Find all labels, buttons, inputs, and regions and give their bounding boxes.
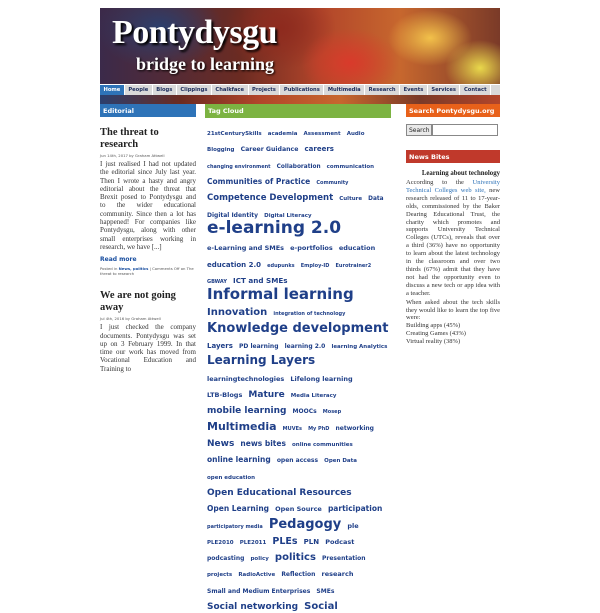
nav-item-services[interactable]: Services [428, 85, 461, 96]
tag-link[interactable]: SMEs [316, 587, 335, 595]
tag-link[interactable]: News [207, 438, 235, 449]
tag-link[interactable]: PLE2010 [207, 539, 234, 546]
tag-link[interactable]: news bites [240, 438, 286, 448]
sidebar-right [406, 104, 500, 346]
tag-link[interactable]: projects [207, 572, 233, 579]
nav-item-chalkface[interactable]: Chalkface [212, 85, 249, 96]
tag-link[interactable]: PLN [303, 537, 320, 546]
tag-link[interactable]: online communities [292, 441, 353, 448]
nav-item-multimedia[interactable]: Multimedia [324, 85, 365, 96]
tag-link[interactable]: learning Analytics [331, 344, 388, 351]
search-form [406, 124, 500, 136]
tag-link[interactable]: Learning Layers [207, 353, 316, 368]
tag-link[interactable]: Pedagogy [268, 516, 342, 532]
tag-link[interactable]: Mature [248, 390, 285, 401]
tag-link[interactable]: e-learning 2.0 [207, 217, 342, 238]
tag-link[interactable]: Podcast [325, 537, 355, 546]
tag-link[interactable]: careers [304, 145, 334, 154]
tag-link[interactable]: education [338, 244, 376, 253]
site-title: Pontydysgu [112, 14, 278, 51]
tag-link[interactable]: 21stCenturySkills [207, 131, 262, 137]
post-categories-link[interactable]: News, politics [118, 266, 149, 272]
tag-link[interactable]: RadioActive [238, 572, 276, 579]
post [100, 127, 196, 276]
list-item: Building apps (45%) [406, 322, 461, 330]
news-bites-heading: News Bites [406, 150, 500, 163]
nav-item-publications[interactable]: Publications [280, 85, 324, 96]
tag-link[interactable]: PLE2011 [239, 539, 267, 546]
tag-link[interactable]: Open Source [275, 505, 322, 514]
tag-link[interactable]: Layers [207, 342, 233, 351]
search-input[interactable] [432, 124, 498, 136]
nav-item-blogs[interactable]: Blogs [153, 85, 177, 96]
tag-link[interactable]: e-portfolios [290, 244, 333, 253]
tag-link[interactable]: Digital Literacy [264, 212, 312, 219]
read-more-link[interactable]: Read more [100, 256, 137, 264]
news-item-followup: When asked about the tech skills they would like to learn the top five were: [406, 298, 500, 322]
post-meta: Jul 4th, 2016 by Graham Attwell [100, 316, 161, 322]
tag-link[interactable]: Data [368, 196, 384, 203]
tag-link[interactable]: participatory media [207, 523, 263, 530]
tag-link[interactable]: Reflection [281, 571, 316, 579]
tag-link[interactable]: Collaboration [276, 163, 321, 170]
tag-link[interactable]: e-Learning and SMEs [207, 244, 285, 253]
nav-item-events[interactable]: Events [400, 85, 428, 96]
nav-item-people[interactable]: People [125, 85, 153, 96]
post-footer-suffix: | Comments Off on The threat to research [100, 266, 194, 277]
news-body-intro: According to the [406, 179, 464, 186]
tag-link[interactable]: GBWAY [207, 278, 227, 285]
tag-link[interactable]: Competence Development [207, 193, 334, 204]
tag-link[interactable]: integration of technology [273, 311, 346, 318]
post-footer-prefix: Posted in [100, 266, 118, 272]
tag-link[interactable]: learning 2.0 [284, 343, 326, 351]
tag-link[interactable]: changing environment [207, 163, 271, 170]
tag-link[interactable]: Social networking [207, 602, 299, 613]
tag-link[interactable]: Multimedia [207, 419, 277, 433]
decorative-stripe [100, 95, 500, 104]
site-banner[interactable] [100, 8, 500, 84]
news-item-body [406, 179, 500, 298]
tag-link[interactable]: PD learning [239, 343, 279, 351]
tag-link[interactable]: communication [326, 163, 375, 170]
tag-link[interactable]: online learning [207, 455, 271, 465]
nav-item-clippings[interactable]: Clippings [177, 85, 212, 96]
post [100, 290, 196, 373]
tag-link[interactable]: MOOCs [292, 408, 317, 416]
tag-link[interactable]: open access [276, 457, 319, 465]
news-item-title[interactable]: Learning about technology [421, 170, 500, 177]
tag-link[interactable]: Blogging [207, 147, 235, 154]
list-item: Creating Games (43%) [406, 330, 466, 338]
tag-link[interactable]: Assessment [303, 131, 341, 137]
tag-link[interactable]: Mosep [322, 409, 342, 416]
tag-link[interactable]: Open Educational Resources [207, 487, 352, 498]
tag-link[interactable]: Small and Medium Enterprises [207, 587, 311, 595]
post-title[interactable]: We are not going away [100, 290, 176, 314]
tag-link[interactable]: edupunks [267, 262, 295, 269]
tag-link[interactable]: Innovation [207, 307, 268, 319]
news-body-main: new research released of 11 to 17-year-olds, commissioned by the Baker Dearing Educational Trust, the charity which promotes and supports University Technical Colleges (UTCs), reveals that over a third (36%) have no opportunity to learn about the latest technology in the classroom and over two thirds (67%) admit that they have not had the opportunity even to discuss a new tech or app idea with a teacher. [406, 186, 500, 297]
tag-link[interactable]: MUVEs [282, 425, 302, 432]
tag-link[interactable]: Employ-ID [300, 262, 330, 269]
post-title[interactable]: The threat to research [100, 127, 159, 150]
nav-item-projects[interactable]: Projects [249, 85, 281, 96]
tag-link[interactable]: Open Data [324, 458, 357, 465]
tag-link[interactable]: Presentation [322, 555, 366, 563]
site-subtitle: bridge to learning [136, 54, 274, 74]
post-footer [100, 266, 196, 276]
tag-link[interactable]: Communities of Practice [207, 176, 311, 186]
tag-link[interactable]: education 2.0 [207, 260, 261, 269]
list-item: Virtual reality (38%) [406, 338, 461, 346]
tag-cloud-column [205, 104, 391, 612]
tag-link[interactable]: academia [267, 131, 298, 137]
tag-link[interactable]: Lifelong learning [290, 374, 353, 383]
tag-link[interactable]: research [321, 570, 354, 579]
editorial-heading: Editorial [100, 104, 196, 117]
tag-link[interactable]: LTB-Blogs [207, 391, 243, 400]
nav-item-contact[interactable]: Contact [460, 85, 491, 96]
tag-link[interactable]: Informal learning [207, 285, 354, 304]
tag-link[interactable]: networking [335, 424, 374, 432]
tag-link[interactable]: ICT and SMEs [233, 275, 288, 285]
tag-link[interactable]: Community [316, 179, 349, 186]
tag-link[interactable]: Culture [339, 196, 363, 203]
news-skills-list [406, 322, 500, 346]
tag-link[interactable]: policy [250, 556, 269, 563]
tag-link[interactable]: open education [207, 474, 256, 481]
tag-link[interactable]: Digital Identity [207, 211, 259, 219]
nav-item-research[interactable]: Research [365, 85, 400, 96]
tag-link[interactable]: Open Learning [207, 504, 270, 514]
post-excerpt: I just checked the company documents. Pontydysgu was set up on 3 February 1999. In that time our work has moved from Vocational Education and Training to [100, 323, 196, 373]
tag-link[interactable]: participation [327, 504, 383, 514]
post-excerpt: I just realised I had not updated the editorial since July last year. Then I wrote a hasty and angry editorial about the threat that Brexit posed to Pontydysgu and to the wider educational community. Since then a lot has happened! For companies like Pontydysgu, along with other small enterprises working in research, we have [...] [100, 160, 196, 251]
tag-cloud-heading: Tag Cloud [205, 104, 391, 118]
tag-link[interactable]: Career Guidance [240, 146, 299, 154]
tag-link[interactable]: politics [274, 552, 316, 564]
tag-link[interactable]: Social [304, 601, 338, 613]
tag-link[interactable]: Knowledge development [207, 320, 389, 336]
tag-link[interactable]: Media Literacy [290, 393, 337, 400]
post-meta: Jun 14th, 2017 by Graham Attwell [100, 153, 165, 158]
tag-link[interactable]: mobile learning [207, 406, 287, 417]
tag-link[interactable]: Audio [346, 131, 365, 137]
tag-link[interactable]: Eurotrainer2 [335, 262, 372, 269]
tag-link[interactable]: learningtechnologies [207, 374, 285, 383]
nav-item-home[interactable]: Home [100, 85, 125, 96]
search-button[interactable]: Search [406, 124, 432, 136]
search-heading: Search Pontydysgu.org [406, 104, 500, 117]
news-source-link[interactable]: University Technical Colleges web site, [406, 179, 500, 194]
tag-link[interactable]: My PhD [308, 425, 330, 432]
editorial-column [100, 104, 196, 373]
tag-link[interactable]: ple [347, 521, 359, 530]
tag-cloud [205, 118, 391, 612]
tag-link[interactable]: podcasting [207, 555, 245, 563]
tag-link[interactable]: PLEs [272, 535, 298, 547]
main-nav [100, 84, 500, 95]
